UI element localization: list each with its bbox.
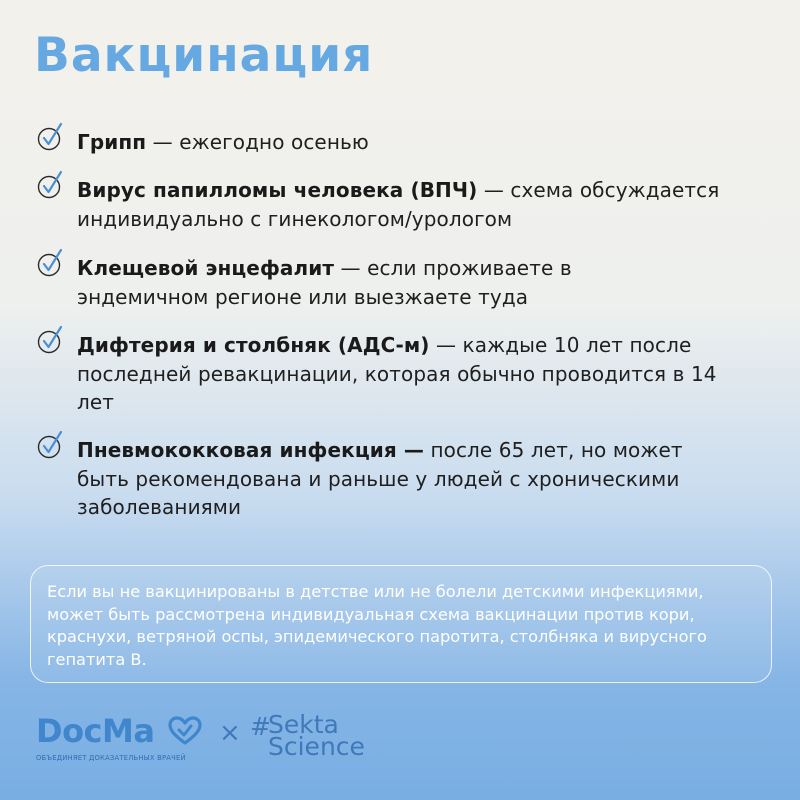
checkmark-circle-icon [36,430,68,462]
list-item [36,128,776,157]
item-text: Клещевой энцефалит — если проживаете в эндемичном регионе или выезжаете туда [77,256,572,309]
footer-logos [36,712,396,772]
page-title: Вакцинация [34,28,374,83]
docma-tagline: ОБЪЕДИНЯЕТ ДОКАЗАТЕЛЬНЫХ ВРАЧЕЙ [36,754,186,762]
list-item [36,254,776,311]
item-text: Вирус папилломы человека (ВПЧ) — схема обсуждается индивидуально с гинекологом/урологом [77,178,720,231]
sekta-hash: # [250,712,271,741]
checkmark-circle-icon [36,122,68,154]
item-text: Грипп — ежегодно осенью [77,130,369,154]
separator: × [219,718,241,748]
list-item [36,436,776,522]
heart-icon [168,716,202,746]
docma-logo: DocMa [36,712,155,750]
checkmark-circle-icon [36,170,68,202]
info-note: Если вы не вакцинированы в детстве или не болели детскими инфекциями, может быть рассмотрена индивидуальная схема вакцинации против кори, краснухи, ветряной оспы, эпидемического паротита, столбняка и вирусного гепатита B. [30,565,772,683]
sekta-logo-line1: Sekta [268,710,339,739]
list-item [36,176,776,233]
item-text: Дифтерия и столбняк (АДС-м) — каждые 10 лет после последней ревакцинации, которая обычно проводится в 14 лет [77,333,717,414]
checkmark-circle-icon [36,248,68,280]
item-text: Пневмококковая инфекция — после 65 лет, но может быть рекомендована и раньше у людей с хроническими заболеваниями [77,438,683,519]
list-item [36,331,776,417]
sekta-logo-line2: Science [268,732,365,761]
checkmark-circle-icon [36,325,68,357]
